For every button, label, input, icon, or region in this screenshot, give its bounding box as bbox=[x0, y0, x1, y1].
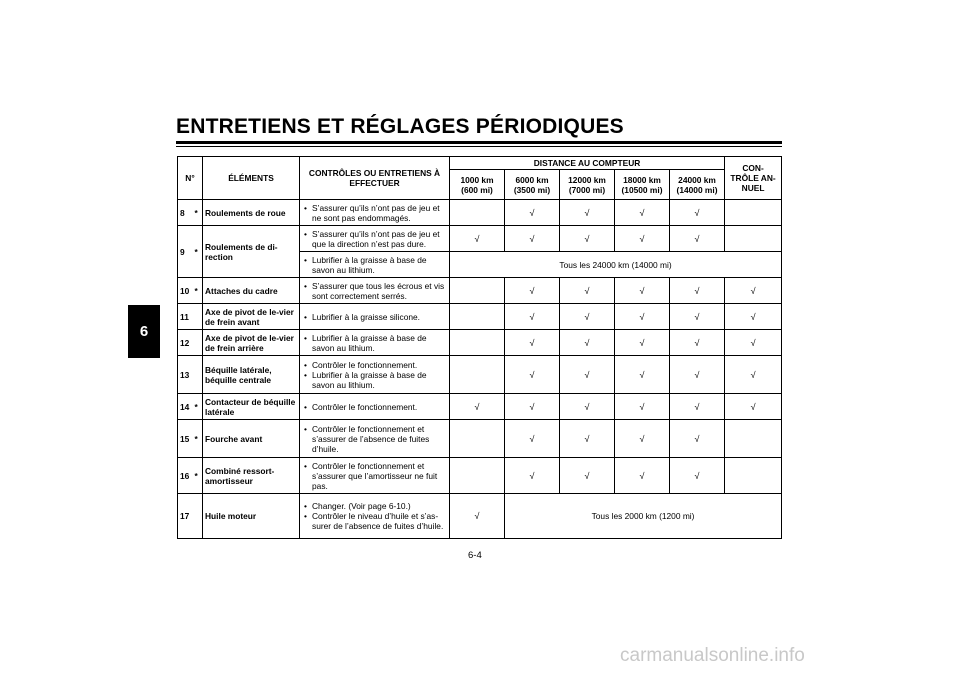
tick-cell: √ bbox=[725, 330, 782, 356]
row-check bbox=[300, 226, 450, 252]
table-row bbox=[178, 420, 782, 458]
row-check bbox=[300, 494, 450, 539]
check-line: • Contrôler le niveau d’huile et s’as-surer de l’absence de fuites d’huile. bbox=[303, 511, 449, 531]
row-star: * bbox=[195, 278, 203, 304]
row-item: Axe de pivot de le-vier de frein avant bbox=[203, 304, 300, 330]
tick-cell: √ bbox=[615, 458, 670, 494]
tick-cell bbox=[725, 420, 782, 458]
table-row bbox=[178, 278, 782, 304]
header-no: N° bbox=[178, 157, 203, 200]
tick-cell: √ bbox=[670, 394, 725, 420]
tick-cell: √ bbox=[505, 226, 560, 252]
tick-cell bbox=[725, 200, 782, 226]
row-item: Combiné ressort-amortisseur bbox=[203, 458, 300, 494]
row-item: Roulements de di-rection bbox=[203, 226, 300, 278]
row-check bbox=[300, 200, 450, 226]
tick-cell: √ bbox=[670, 356, 725, 394]
header-distance-5 bbox=[670, 170, 725, 200]
tick-cell bbox=[450, 356, 505, 394]
tick-cell: √ bbox=[725, 356, 782, 394]
tick-cell: √ bbox=[505, 304, 560, 330]
tick-cell: √ bbox=[615, 200, 670, 226]
distance-mi: (10500 mi) bbox=[621, 184, 663, 195]
tick-cell: √ bbox=[450, 394, 505, 420]
row-item: Attaches du cadre bbox=[203, 278, 300, 304]
tick-cell: √ bbox=[670, 278, 725, 304]
watermark: carmanualsonline.info bbox=[620, 645, 805, 666]
row-item: Contacteur de béquille latérale bbox=[203, 394, 300, 420]
interval-span: Tous les 2000 km (1200 mi) bbox=[505, 494, 782, 539]
row-number: 10 bbox=[178, 278, 195, 304]
row-star: * bbox=[195, 200, 203, 226]
table-row bbox=[178, 494, 782, 539]
row-check bbox=[300, 252, 450, 278]
tick-cell: √ bbox=[725, 278, 782, 304]
tick-cell: √ bbox=[505, 458, 560, 494]
row-check bbox=[300, 356, 450, 394]
tick-cell bbox=[725, 226, 782, 252]
check-line: • Contrôler le fonctionnement et s’assurer que l’amortisseur ne fuit pas. bbox=[303, 461, 449, 491]
title-rule-thin bbox=[176, 146, 782, 147]
tick-cell bbox=[450, 458, 505, 494]
table-row bbox=[178, 330, 782, 356]
row-item: Huile moteur bbox=[203, 494, 300, 539]
row-number: 13 bbox=[178, 356, 195, 394]
table-row bbox=[178, 200, 782, 226]
check-line: • S’assurer que tous les écrous et vis sont correctement serrés. bbox=[303, 281, 449, 301]
header-items: ÉLÉMENTS bbox=[203, 157, 300, 200]
tick-cell: √ bbox=[725, 394, 782, 420]
row-number: 15 bbox=[178, 420, 195, 458]
row-item: Roulements de roue bbox=[203, 200, 300, 226]
tick-cell: √ bbox=[615, 394, 670, 420]
header-distance: DISTANCE AU COMPTEUR bbox=[450, 157, 725, 170]
distance-mi: (600 mi) bbox=[461, 184, 493, 195]
check-line: • Lubrifier à la graisse à base de savon au lithium. bbox=[303, 333, 449, 353]
row-star bbox=[195, 330, 203, 356]
tick-cell: √ bbox=[670, 200, 725, 226]
tick-cell: √ bbox=[560, 356, 615, 394]
table-row bbox=[178, 356, 782, 394]
row-item: Fourche avant bbox=[203, 420, 300, 458]
check-line: • Changer. (Voir page 6-10.) bbox=[303, 501, 449, 511]
tick-cell: √ bbox=[505, 330, 560, 356]
row-star: * bbox=[195, 458, 203, 494]
row-star: * bbox=[195, 226, 203, 278]
distance-km: 1000 km bbox=[460, 174, 494, 185]
tick-cell: √ bbox=[450, 494, 505, 539]
distance-km: 6000 km bbox=[515, 174, 549, 185]
check-line: • S’assurer qu’ils n’ont pas de jeu et ne sont pas endommagés. bbox=[303, 203, 449, 223]
tick-cell bbox=[450, 278, 505, 304]
tick-cell: √ bbox=[505, 356, 560, 394]
row-item: Béquille latérale, béquille centrale bbox=[203, 356, 300, 394]
row-number: 11 bbox=[178, 304, 195, 330]
tick-cell bbox=[450, 200, 505, 226]
tick-cell: √ bbox=[615, 278, 670, 304]
row-star bbox=[195, 494, 203, 539]
row-number: 14 bbox=[178, 394, 195, 420]
tick-cell bbox=[450, 330, 505, 356]
header-distance-4 bbox=[615, 170, 670, 200]
tick-cell bbox=[450, 304, 505, 330]
distance-mi: (7000 mi) bbox=[568, 184, 606, 195]
tick-cell: √ bbox=[615, 330, 670, 356]
tick-cell: √ bbox=[560, 200, 615, 226]
header-distance-1 bbox=[450, 170, 505, 200]
row-item: Axe de pivot de le-vier de frein arrière bbox=[203, 330, 300, 356]
tick-cell: √ bbox=[560, 278, 615, 304]
check-line: • Lubrifier à la graisse à base de savon au lithium. bbox=[303, 255, 449, 275]
check-line: • Lubrifier à la graisse à base de savon au lithium. bbox=[303, 370, 449, 390]
distance-km: 18000 km bbox=[623, 174, 661, 185]
row-star bbox=[195, 356, 203, 394]
header-distance-3 bbox=[560, 170, 615, 200]
page-title: ENTRETIENS ET RÉGLAGES PÉRIODIQUES bbox=[176, 115, 624, 138]
distance-km: 12000 km bbox=[568, 174, 606, 185]
tick-cell: √ bbox=[670, 304, 725, 330]
tick-cell: √ bbox=[670, 458, 725, 494]
check-line: • Contrôler le fonctionnement et s’assurer de l’absence de fuites d’huile. bbox=[303, 424, 449, 454]
distance-km: 24000 km bbox=[678, 174, 716, 185]
table-row bbox=[178, 304, 782, 330]
title-rule bbox=[176, 141, 782, 144]
check-line: • S’assurer qu’ils n’ont pas de jeu et que la direction n’est pas dure. bbox=[303, 229, 449, 249]
check-line: • Contrôler le fonctionnement. bbox=[303, 402, 449, 412]
maintenance-table bbox=[177, 156, 782, 539]
tick-cell: √ bbox=[615, 226, 670, 252]
tick-cell bbox=[725, 458, 782, 494]
tick-cell: √ bbox=[560, 226, 615, 252]
interval-span: Tous les 24000 km (14000 mi) bbox=[450, 252, 782, 278]
row-check bbox=[300, 278, 450, 304]
tick-cell: √ bbox=[615, 304, 670, 330]
header-checks: CONTRÔLES OU ENTRETIENS À EFFECTUER bbox=[300, 157, 450, 200]
header-annual: CON-TRÔLE AN-NUEL bbox=[725, 157, 782, 200]
tick-cell: √ bbox=[670, 420, 725, 458]
row-number: 8 bbox=[178, 200, 195, 226]
tick-cell: √ bbox=[505, 394, 560, 420]
tick-cell: √ bbox=[505, 420, 560, 458]
row-check bbox=[300, 394, 450, 420]
row-number: 16 bbox=[178, 458, 195, 494]
page-number: 6-4 bbox=[468, 550, 482, 561]
chapter-tab: 6 bbox=[128, 305, 160, 358]
tick-cell bbox=[450, 420, 505, 458]
row-check bbox=[300, 420, 450, 458]
tick-cell: √ bbox=[505, 200, 560, 226]
row-star: * bbox=[195, 420, 203, 458]
tick-cell: √ bbox=[615, 356, 670, 394]
table-row bbox=[178, 226, 782, 252]
tick-cell: √ bbox=[725, 304, 782, 330]
tick-cell: √ bbox=[560, 394, 615, 420]
tick-cell: √ bbox=[560, 304, 615, 330]
tick-cell: √ bbox=[615, 420, 670, 458]
row-check bbox=[300, 458, 450, 494]
distance-mi: (3500 mi) bbox=[513, 184, 551, 195]
tick-cell: √ bbox=[560, 330, 615, 356]
header-distance-2 bbox=[505, 170, 560, 200]
check-line: • Contrôler le fonctionnement. bbox=[303, 360, 449, 370]
distance-mi: (14000 mi) bbox=[676, 184, 718, 195]
row-check bbox=[300, 330, 450, 356]
check-line: • Lubrifier à la graisse silicone. bbox=[303, 312, 449, 322]
tick-cell: √ bbox=[560, 420, 615, 458]
row-number: 17 bbox=[178, 494, 195, 539]
tick-cell: √ bbox=[560, 458, 615, 494]
table-row bbox=[178, 458, 782, 494]
table-row bbox=[178, 394, 782, 420]
row-check bbox=[300, 304, 450, 330]
tick-cell: √ bbox=[670, 330, 725, 356]
tick-cell: √ bbox=[505, 278, 560, 304]
row-number: 12 bbox=[178, 330, 195, 356]
table-header-row bbox=[178, 157, 782, 170]
row-star: * bbox=[195, 394, 203, 420]
tick-cell: √ bbox=[450, 226, 505, 252]
row-star bbox=[195, 304, 203, 330]
tick-cell: √ bbox=[670, 226, 725, 252]
row-number: 9 bbox=[178, 226, 195, 278]
